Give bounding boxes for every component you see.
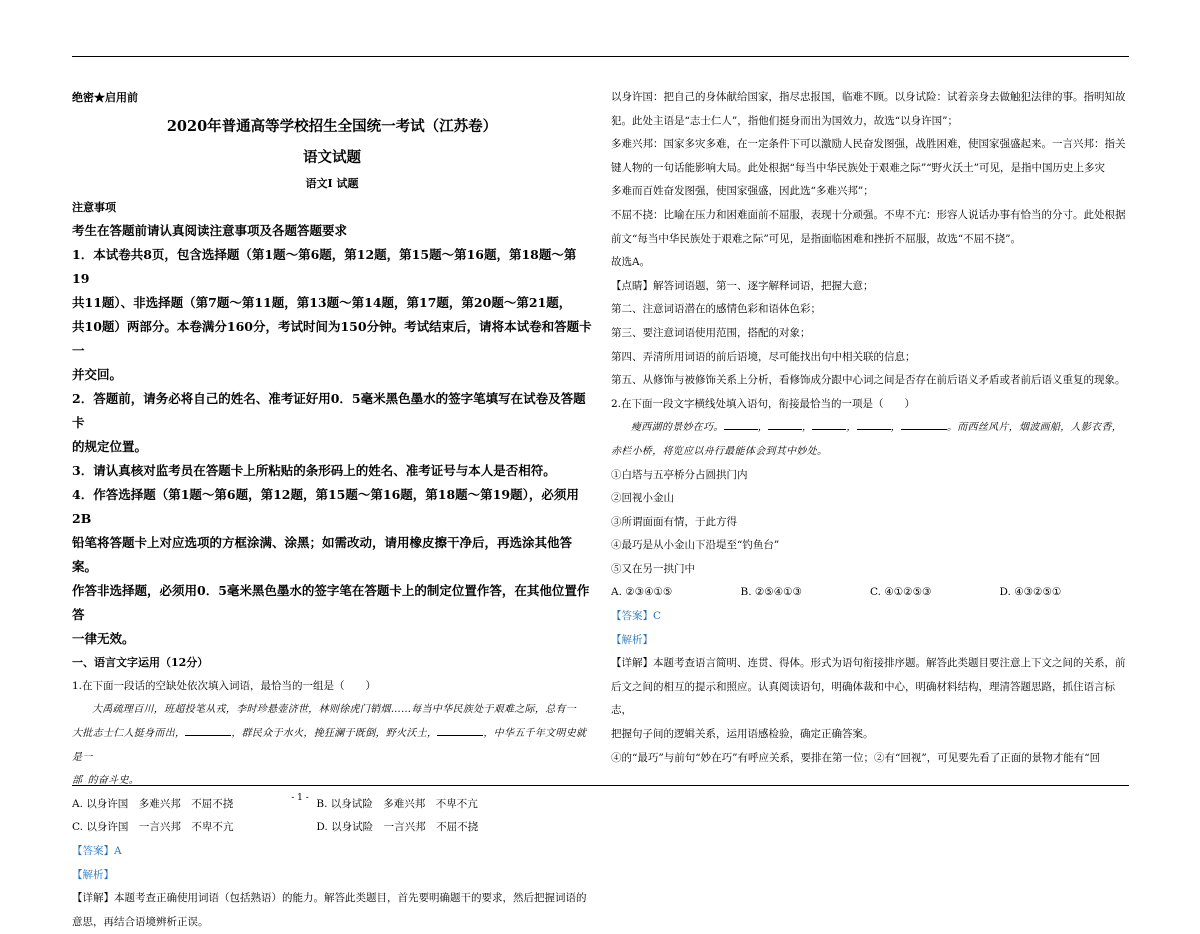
answer-label: 【答案】 (611, 610, 653, 623)
page-number: - 1 - (291, 793, 309, 803)
notice-line: 2．答题前，请务必将自己的姓名、准考证好用0．5毫米黑色墨水的签字笔填写在试卷及答题卡 (72, 391, 586, 431)
detail-line: 【详解】本题考查正确使用词语（包括熟语）的能力。解答此类题目，首先要明确题干的要求，然后把握词语的 (72, 892, 587, 905)
option-a: A. ②③④①⑤ (611, 586, 673, 599)
notice-line: 作答非选择题，必须用0．5毫米黑色墨水的签字笔在答题卡上的制定位置作答，在其他位置作答 (72, 583, 590, 623)
detail-line: 把握句子间的逻辑关系，运用语感检验，确定正确答案。 (611, 728, 874, 741)
fill-blank (724, 419, 758, 430)
detail-line: 后文之间的相互的提示和照应。认真阅读语句，明确体裁和中心，明确材料结构，理清答题思路，抓住语言标志， (611, 680, 1115, 717)
option-b: B. ②⑤④①③ (740, 586, 802, 599)
question-2-options (611, 581, 1129, 605)
exam-title: 2020年普通高等学校招生全国统一考试（江苏卷） (166, 117, 498, 135)
explanation-line: 第三、要注意词语使用范围，搭配的对象； (611, 326, 811, 339)
passage-line: 赤栏小桥，将览应以舟行最能体会到其中妙处。 (611, 445, 828, 457)
option-c: C. 以身许国 一言兴邦 不卑不亢 (72, 821, 234, 834)
question-1-options (72, 816, 592, 840)
detail-line: ④的“最巧”与前句“妙在巧”有呼应关系，要排在第一位；②有“回视”，可见要先看了正面的景物才能有“回 (611, 751, 1101, 764)
passage-line: 部_的奋斗史。 (72, 775, 140, 787)
sentence-item: ④最巧是从小金山下沿堤至“钓鱼台” (611, 539, 780, 552)
answer-label: 【答案】 (72, 844, 114, 857)
sentence-item: ②回视小金山 (611, 492, 674, 505)
fill-blank (901, 419, 947, 430)
explanation-line: 【点睛】解答词语题，第一、逐字解释词语，把握大意； (611, 279, 874, 292)
notice-line: 一律无效。 (72, 631, 135, 647)
notice-line: 共11题）、非选择题（第7题～第11题，第13题～第14题，第17题，第20题～第21题， (72, 295, 572, 311)
option-b: B. 以身试险 多难兴邦 不卑不亢 (316, 797, 478, 810)
passage-line: 瘦西湖的景妙在巧。 ， ， ， ， 。而西丝风片，烟波画船，人影衣香， (611, 416, 1129, 440)
notice-line: 共10题）两部分。本卷满分160分，考试时间为150分钟。考试结束后，请将本试卷和答题卡一 (72, 319, 592, 359)
explanation-line: 多难而百姓奋发图强，使国家强盛，因此选“多难兴邦”； (611, 185, 874, 198)
explanation-line: 多难兴邦：国家多灾多难，在一定条件下可以激励人民奋发图强，战胜困难，使国家强盛起来。一言兴邦：指关 (611, 138, 1126, 151)
right-column (611, 86, 1129, 770)
option-d: D. 以身试险 一言兴邦 不屈不挠 (316, 821, 479, 834)
notice-line: 3．请认真核对监考员在答题卡上所粘贴的条形码上的姓名、准考证号与本人是否相符。 (72, 463, 556, 479)
answer-line (72, 840, 592, 864)
notice-line: 的规定位置。 (72, 439, 148, 455)
analysis-label: 【解析】 (611, 633, 653, 646)
notice-line: 铅笔将答题卡上对应选项的方框涂满、涂黑；如需改动，请用橡皮擦干净后，再选涂其他答案。 (72, 535, 573, 575)
fill-blank (768, 419, 802, 430)
notice-line: 4．作答选择题（第1题～第6题，第12题，第15题～第16题，第18题～第19题），必须用2B (72, 487, 579, 527)
explanation-line: 键人物的一句话能影响大局。此处根据“每当中华民族处于艰难之际”“野火沃土”可见，是指中国历史上多灾 (611, 161, 1105, 174)
left-column (72, 86, 592, 934)
answer-value: A (114, 844, 122, 857)
question-2-passage (611, 416, 1129, 463)
passage-line: 大批志士仁人挺身而出， ，群民众于水火，挽狂澜于既倒，野火沃土， ，中华五千年文明史就是一 (72, 722, 592, 769)
sentence-item: ③所谓面面有情，于此方得 (611, 515, 737, 528)
answer-line (611, 605, 1129, 629)
notice-line: 并交回。 (72, 367, 123, 383)
fill-blank (857, 419, 891, 430)
question-2-stem: 2.在下面一段文字横线处填入语句，衔接最恰当的一项是（ ） (611, 397, 916, 410)
fill-blank (437, 725, 483, 736)
option-d: D. ④③②⑤① (999, 586, 1062, 599)
passage-line: 大禹疏理百川，班超投笔从戎，李时珍悬壶济世，林则徐虎门销烟……每当中华民族处于艰难之际，总有一 (92, 704, 577, 716)
explanation-line: 故选A。 (611, 256, 651, 269)
notice-title: 注意事项 (72, 200, 116, 214)
explanation-line: 不屈不挠：比喻在压力和困难面前不屈服，表现十分顽强。不卑不亢：形容人说话办事有恰当的分寸。此处根据 (611, 208, 1126, 221)
question-1-options (72, 793, 592, 817)
notice-line: 1．本试卷共8页，包含选择题（第1题～第6题，第12题，第15题～第16题，第18题～第19 (72, 247, 577, 287)
option-a: A. 以身许国 多难兴邦 不屈不挠 (72, 797, 234, 810)
section-heading: 一、语言文字运用（12分） (72, 656, 209, 670)
analysis-label: 【解析】 (72, 868, 114, 881)
footer-rule (72, 785, 1129, 786)
explanation-line: 犯。此处主语是“志士仁人”，指他们挺身而出为国效力，故选“以身许国”； (611, 114, 958, 127)
secret-mark: 绝密★启用前 (72, 91, 138, 104)
notice-block (72, 219, 592, 651)
explanation-line: 前文“每当中华民族处于艰难之际”可见，是指面临困难和挫折不屈服，故选“不屈不挠”。 (611, 232, 1021, 245)
fill-blank (185, 725, 231, 736)
header-rule (72, 56, 1129, 57)
sentence-item: ①白塔与五亭桥分占圆拱门内 (611, 468, 748, 481)
exam-part: 语文Ⅰ 试题 (305, 176, 359, 190)
fill-blank (812, 419, 846, 430)
detail-line: 【详解】本题考查语言简明、连贯、得体。形式为语句衔接排序题。解答此类题目要注意上下文之间的关系，前 (611, 657, 1126, 670)
sentence-item: ⑤又在另一拱门中 (611, 562, 695, 575)
explanation-line: 第五、从修饰与被修饰关系上分析，看修饰成分跟中心词之间是否存在前后语义矛盾或者前后语义重复的现象。 (611, 374, 1126, 387)
question-1-stem: 1.在下面一段话的空缺处依次填入词语，最恰当的一组是（ ） (72, 679, 377, 692)
answer-value: C (653, 610, 662, 623)
question-1-passage (72, 698, 592, 792)
exam-subtitle: 语文试题 (303, 148, 361, 166)
option-c: C. ④①②⑤③ (870, 586, 932, 599)
explanation-line: 第二、注意词语潜在的感情色彩和语体色彩； (611, 303, 821, 316)
detail-line: 意思，再结合语境辨析正误。 (72, 915, 209, 928)
explanation-line: 以身许国：把自己的身体献给国家，指尽忠报国，临难不顾。以身试险：试着亲身去做触犯法律的事。指明知故 (611, 91, 1126, 103)
explanation-line: 第四、弄清所用词语的前后语境，尽可能找出句中相关联的信息； (611, 350, 916, 363)
notice-line: 考生在答题前请认真阅读注意事项及各题答题要求 (72, 223, 348, 239)
